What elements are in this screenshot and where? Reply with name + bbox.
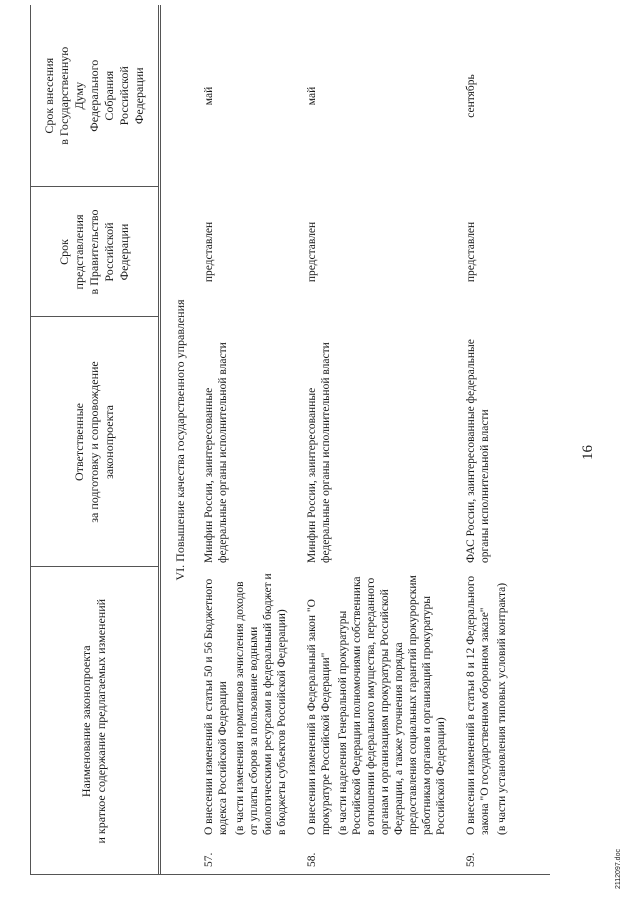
bill-details: (в части наделения Генеральной прокуратуры Российской Федерации полномочиями собственника в отношении федерального имущества, переданного органам и организациям прокуратуры Российской Федерации, а также уточнения порядка предоставления социальных гарантий прокурорским работникам органов и организаций прокуратуры Российской Федерации) [336, 575, 447, 835]
bill-title: О внесении изменений в статьи 50 и 56 Бюджетного кодекса Российской Федерации [202, 578, 229, 835]
header-bill-name [30, 567, 160, 875]
header-bill-name-line1: Наименование законопроекта [79, 645, 93, 798]
header-duma-line4: Федерального [86, 59, 101, 132]
header-government-deadline [30, 187, 160, 317]
table-row [456, 5, 523, 875]
header-responsible-line1: Ответственные [71, 403, 86, 481]
bill-description [297, 567, 456, 839]
page-number: 16 [580, 445, 596, 460]
government-deadline: представлен [305, 221, 318, 283]
table-row [194, 5, 297, 875]
row-number: 59. [464, 852, 477, 867]
header-bill-name-line2: и краткое содержание предлагаемых изменений [94, 598, 108, 844]
table-row [297, 5, 456, 875]
header-gov-line4: Российской [101, 222, 116, 282]
row-number: 57. [202, 852, 215, 867]
header-responsible-line2: за подготовку и сопровождение [86, 361, 101, 523]
header-duma-line6: Российской [116, 66, 131, 126]
responsible-agencies: Минфин России, заинтересованные федеральные органы исполнительной власти [202, 342, 229, 563]
duma-deadline: май [305, 86, 318, 106]
header-duma-line7: Федерации [131, 67, 146, 125]
document-code: 2112097.doc [615, 849, 622, 889]
header-duma-line5: Собрания [101, 70, 116, 121]
header-duma-line2: в Государственную [56, 46, 71, 145]
section-title: VI. Повышение качества государственного управления [173, 299, 187, 581]
header-responsible-line3: законопроекта [101, 404, 116, 479]
duma-deadline: май [202, 86, 215, 106]
header-responsible [30, 317, 160, 567]
section-row [160, 5, 194, 875]
bill-details: (в части установления типовых условий контракта) [495, 582, 508, 835]
duma-deadline: сентябрь [464, 74, 477, 118]
table-header-row [30, 5, 160, 875]
bill-title: О внесении изменений в статьи 8 и 12 Федерального закона "О государственном оборонном заказе" [464, 575, 491, 835]
bill-description [194, 567, 297, 839]
government-deadline: представлен [202, 221, 215, 283]
responsible-agencies: ФАС России, заинтересованные федеральные органы исполнительной власти [464, 339, 491, 563]
header-gov-line1: Срок [56, 239, 71, 265]
header-duma-line3: Думу [71, 81, 86, 110]
row-number: 58. [305, 852, 318, 867]
government-deadline: представлен [464, 221, 477, 283]
header-gov-line2: представления [71, 214, 86, 290]
header-duma-deadline [30, 5, 160, 187]
bill-description [456, 567, 523, 839]
bills-table [30, 5, 523, 875]
responsible-agencies: Минфин России, заинтересованные федеральные органы исполнительной власти [305, 342, 332, 563]
header-duma-line1: Срок внесения [41, 57, 56, 134]
header-gov-line5: Федерации [116, 223, 131, 281]
bill-details: (в части изменения нормативов зачисления доходов от уплаты сборов за пользование водными биологическими ресурсами в федеральный бюджет и в бюджеты субъектов Российской Федерации) [233, 573, 288, 835]
header-gov-line3: в Правительство [86, 209, 101, 295]
bill-title: О внесении изменений в Федеральный закон "О прокуратуре Российской Федерации" [305, 599, 332, 835]
